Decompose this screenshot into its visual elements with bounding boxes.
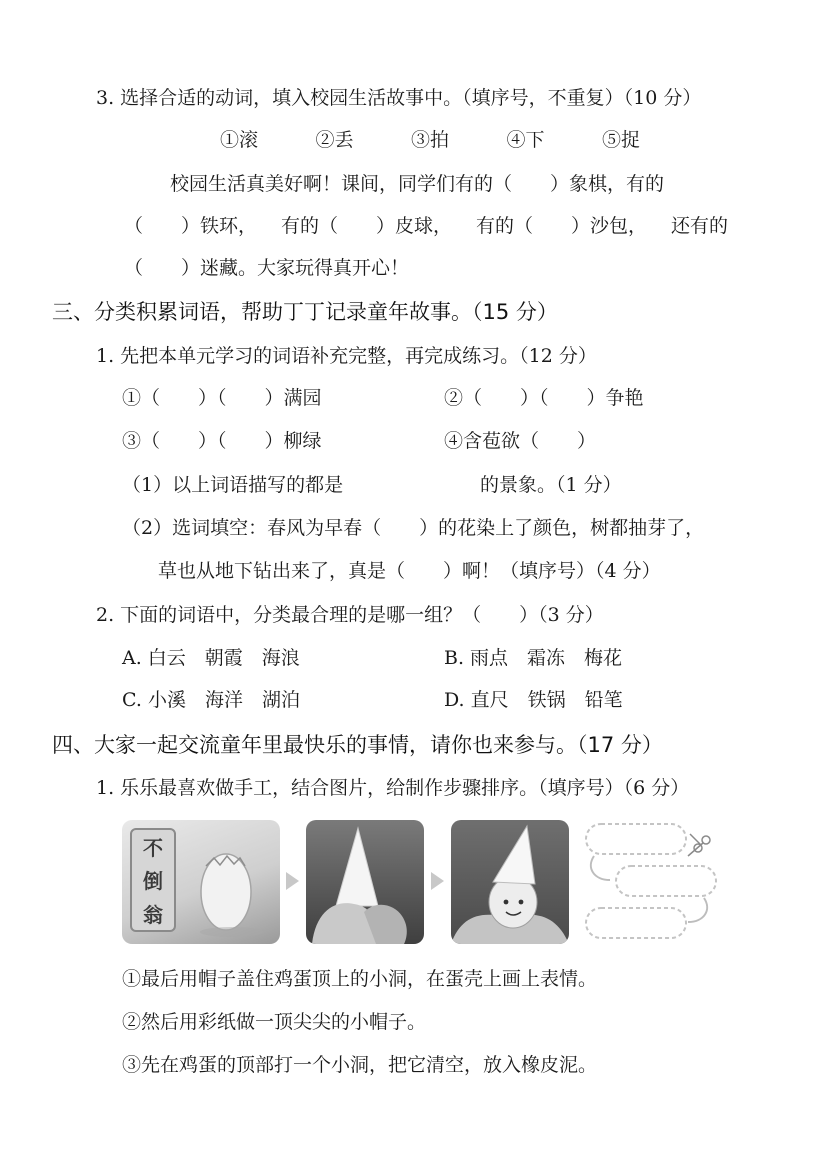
q3-option-4: ④下 — [506, 129, 545, 151]
section4-title: 四、大家一起交流童年里最快乐的事情，请你也来参与。（17 分） — [52, 733, 663, 757]
order-answer-diagram — [580, 818, 718, 942]
q3-option-3: ③拍 — [410, 129, 449, 151]
s3-q1-part2-b: 草也从地下钻出来了，真是（ ）啊！（填序号）（4 分） — [158, 560, 661, 582]
curved-arrow-icon — [591, 856, 610, 880]
finished-tumbler-photo — [451, 820, 569, 944]
cone-in-hand-illustration — [306, 820, 424, 944]
s3-q1-part2-a: （2）选词填空：春风为早春（ ）的花染上了颜色，树都抽芽了， — [122, 517, 705, 539]
s3-q1-part1-a: （1）以上词语描写的都是 — [122, 474, 344, 496]
q3-line2-part2: 有的（ ）皮球， — [280, 215, 452, 237]
s4-step-1: ①最后用帽子盖住鸡蛋顶上的小洞，在蛋壳上画上表情。 — [122, 968, 598, 990]
arrow-icon — [286, 872, 299, 890]
section3-title: 三、分类积累词语，帮助丁丁记录童年故事。（15 分） — [52, 300, 558, 324]
q3-options — [220, 128, 640, 152]
paper-cone-photo — [306, 820, 424, 944]
q3-line2-part4: 还有的 — [670, 215, 728, 237]
arrow-icon — [431, 872, 444, 890]
s3-q2-option-b: B. 雨点 霜冻 梅花 — [444, 647, 623, 669]
s3-q1-part1-b: 的景象。（1 分） — [480, 474, 622, 496]
s3-q2-option-c: C. 小溪 海洋 湖泊 — [122, 689, 300, 711]
s3-word-2: ②（ ）（ ）争艳 — [444, 387, 644, 409]
s4-step-2: ②然后用彩纸做一顶尖尖的小帽子。 — [122, 1011, 427, 1033]
egg-shell-photo — [122, 820, 280, 944]
q3-title: 3. 选择合适的动词，填入校园生活故事中。（填序号，不重复）（10 分） — [96, 87, 702, 109]
q3-passage-line3: （ ）迷藏。大家玩得真开心！ — [124, 257, 410, 279]
tumbler-illustration — [451, 820, 569, 944]
q3-passage-line1: 校园生活真美好啊！课间，同学们有的（ ）象棋，有的 — [170, 173, 665, 195]
answer-box-3[interactable] — [586, 908, 686, 938]
q3-line2-part3: 有的（ ）沙包， — [475, 215, 647, 237]
q3-option-2: ②丢 — [315, 129, 354, 151]
badge-char-1: 不 — [143, 836, 163, 861]
q3-passage-line2 — [124, 214, 728, 238]
s4-q1-title: 1. 乐乐最喜欢做手工，结合图片，给制作步骤排序。（填序号）（6 分） — [96, 777, 690, 799]
s3-word-4: ④含苞欲（ ） — [444, 430, 597, 452]
answer-box-1[interactable] — [586, 824, 686, 854]
badge-char-2: 倒 — [143, 869, 163, 894]
q3-option-5: ⑤捉 — [601, 129, 640, 151]
s3-q2-option-d: D. 直尺 铁锅 铅笔 — [444, 689, 623, 711]
s3-q2-title: 2. 下面的词语中，分类最合理的是哪一组？（ ）（3 分） — [96, 604, 604, 626]
s3-q2-option-a: A. 白云 朝霞 海浪 — [122, 647, 300, 669]
scissors-icon — [688, 834, 710, 856]
badge-char-3: 翁 — [143, 902, 163, 927]
answer-box-2[interactable] — [616, 866, 716, 896]
s3-word-3: ③（ ）（ ）柳绿 — [122, 430, 322, 452]
q3-option-1: ①滚 — [220, 129, 259, 151]
egg-illustration — [122, 820, 280, 944]
q3-line2-part1: （ ）铁环， — [124, 215, 258, 237]
curved-arrow-icon — [688, 898, 707, 922]
s3-q1-title: 1. 先把本单元学习的词语补充完整，再完成练习。（12 分） — [96, 345, 597, 367]
s4-step-3: ③先在鸡蛋的顶部打一个小洞，把它清空，放入橡皮泥。 — [122, 1054, 598, 1076]
s3-word-1: ①（ ）（ ）满园 — [122, 387, 322, 409]
